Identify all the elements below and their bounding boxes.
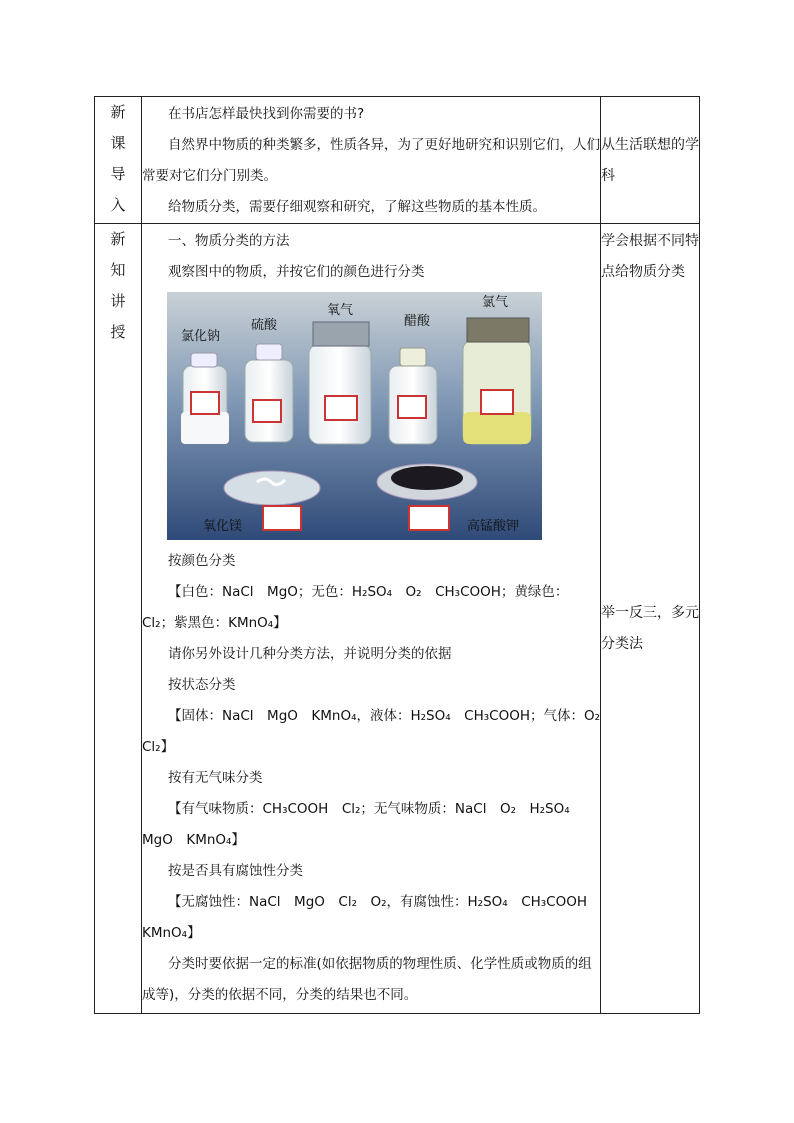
photo-label: 氧化镁 (203, 519, 243, 534)
section-char: 新 (110, 103, 126, 121)
bottle-o2 (309, 322, 371, 444)
intro-row (95, 97, 700, 224)
section-char: 授 (110, 323, 126, 341)
photo-label: 醋酸 (404, 314, 431, 329)
section-char: 入 (110, 196, 126, 214)
section-char: 课 (110, 134, 126, 152)
note-text: 举一反三，多元分类法 (601, 605, 699, 652)
section-char: 讲 (110, 292, 126, 310)
photo-label: 氧气 (327, 303, 354, 318)
note-text: 从生活联想的学科 (601, 137, 699, 184)
corrosive-title: 按是否具有腐蚀性分类 (168, 863, 303, 879)
photo-label: 氯气 (482, 295, 509, 310)
teach-content (142, 224, 614, 1014)
intro-content (142, 97, 601, 224)
summary-text: 分类时要依据一定的标准(如依据物质的物理性质、化学性质或物质的组成等)，分类的依据不同，分类的结果也不同。 (142, 956, 592, 1003)
intro-line: 给物质分类，需要仔细观察和研究，了解这些物质的基本性质。 (168, 199, 546, 215)
section-char: 新 (110, 230, 126, 248)
note-text: 学会根据不同特点给物质分类 (601, 233, 699, 280)
intro-line: 在书店怎样最快找到你需要的书? (168, 106, 365, 122)
odor-text: 【有气味物质：CH₃COOH Cl₂；无气味物质：NaCl O₂ H₂SO₄ MgO KMnO₄】 (142, 801, 584, 848)
lesson-table (94, 96, 700, 1014)
teach-notes (601, 224, 700, 1014)
photo-label: 硫酸 (251, 318, 278, 333)
state-title: 按状态分类 (168, 677, 236, 693)
section-char: 知 (110, 261, 126, 279)
teach-row (95, 224, 700, 1014)
section-label-intro (95, 97, 142, 224)
substances-photo (167, 292, 542, 540)
intro-line: 自然界中物质的种类繁多，性质各异，为了更好地研究和识别它们，人们常要对它们分门别类。 (142, 137, 600, 184)
state-text: 【固体：NaCl MgO KMnO₄，液体：H₂SO₄ CH₃COOH；气体：O₂ Cl₂】 (142, 708, 614, 755)
intro-note (601, 97, 700, 224)
color-text: 【白色：NaCl MgO；无色：H₂SO₄ O₂ CH₃COOH；黄绿色：Cl₂；紫黑色：KMnO₄】 (142, 584, 569, 631)
bottle-cl2 (463, 318, 531, 444)
ask-text: 请你另外设计几种分类方法，并说明分类的依据 (168, 646, 452, 662)
instruction: 观察图中的物质，并按它们的颜色进行分类 (168, 264, 425, 280)
corrosive-text: 【无腐蚀性：NaCl MgO Cl₂ O₂，有腐蚀性：H₂SO₄ CH₃COOH KMnO₄】 (142, 894, 601, 941)
color-title: 按颜色分类 (168, 553, 236, 569)
photo-label: 氯化钠 (181, 329, 221, 344)
odor-title: 按有无气味分类 (168, 770, 263, 786)
section-heading: 一、物质分类的方法 (168, 233, 290, 249)
section-label-teach (95, 224, 142, 1014)
section-char: 导 (110, 165, 126, 183)
bottle-nacl (181, 353, 229, 444)
photo-label: 高锰酸钾 (467, 519, 520, 534)
